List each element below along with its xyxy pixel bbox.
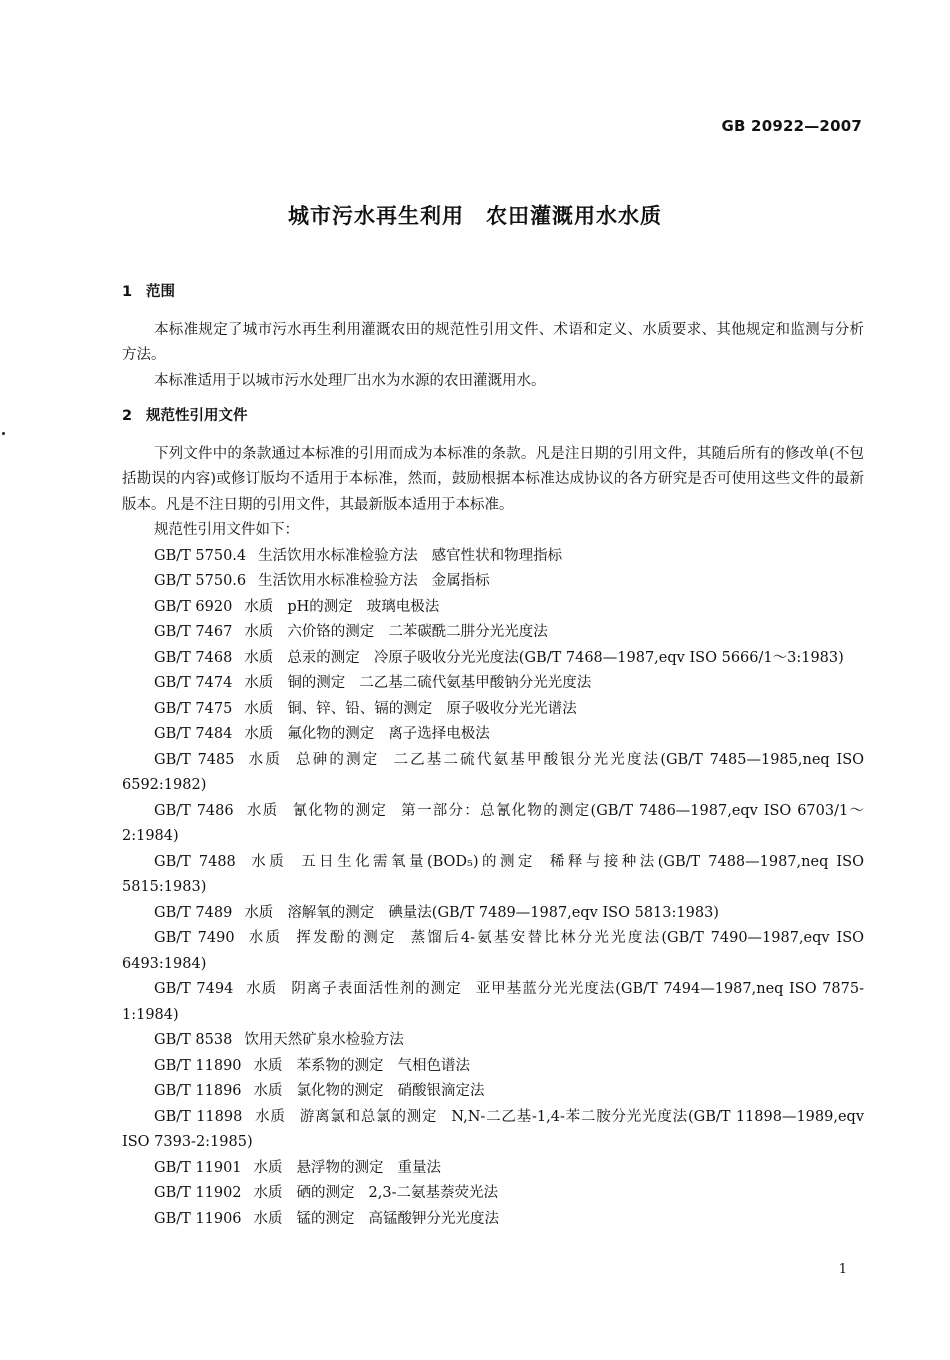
reference-part: 玻璃电极法 bbox=[366, 598, 440, 615]
reference-code: GB/T 8538 bbox=[154, 1032, 233, 1048]
page-number: 1 bbox=[838, 1262, 847, 1277]
reference-part: pH的测定 bbox=[287, 598, 353, 615]
reference-part: 硒的测定 bbox=[296, 1185, 355, 1201]
margin-mark bbox=[2, 432, 5, 435]
reference-code: GB/T 7489 bbox=[154, 904, 233, 921]
reference-part: 二乙基二硫代氨基甲酸钠分光光度法 bbox=[359, 675, 592, 691]
section-heading-normative-references bbox=[122, 404, 864, 430]
reference-part: 氯化物的测定 bbox=[296, 1083, 384, 1099]
reference-part: 碘量法(GB/T 7489—1987,eqv ISO 5813:1983) bbox=[388, 904, 719, 921]
reference-part: 氰化物的测定 bbox=[292, 802, 388, 819]
references-intro-paragraph: 下列文件中的条款通过本标准的引用而成为本标准的条款。凡是注日期的引用文件，其随后所有的修改单(不包括勘误的内容)或修订版均不适用于本标准，然而，鼓励根据本标准达成协议的各方研究是否可使用这些文件的最新版本。凡是不注日期的引用文件，其最新版本适用于本标准。 bbox=[122, 445, 864, 513]
reference-part: 水质 bbox=[253, 1083, 283, 1099]
reference-item bbox=[122, 901, 864, 927]
scope-paragraph: 本标准规定了城市污水再生利用灌溉农田的规范性引用文件、术语和定义、水质要求、其他规定和监测与分析方法。 bbox=[122, 321, 864, 363]
reference-part: 水质 bbox=[253, 1210, 283, 1227]
reference-part: 二苯碳酰二肼分光光度法 bbox=[388, 624, 548, 640]
reference-part: 硝酸银滴定法 bbox=[397, 1083, 485, 1099]
section-title: 范围 bbox=[146, 284, 175, 300]
reference-code: GB/T 7490 bbox=[154, 930, 235, 946]
reference-part: 生活饮用水标准检验方法 bbox=[258, 547, 418, 564]
reference-part: 水质 bbox=[254, 1108, 286, 1125]
reference-item bbox=[122, 620, 864, 646]
reference-part: 水质 bbox=[253, 1159, 283, 1176]
scope-paragraph: 本标准适用于以城市污水处理厂出水为水源的农田灌溉用水。 bbox=[154, 372, 546, 389]
reference-part: 悬浮物的测定 bbox=[296, 1159, 384, 1176]
reference-item bbox=[122, 671, 864, 697]
reference-code: GB/T 11896 bbox=[154, 1083, 242, 1099]
section-number: 1 bbox=[122, 284, 133, 300]
reference-code: GB/T 6920 bbox=[154, 598, 233, 615]
reference-part: 六价铬的测定 bbox=[287, 624, 375, 640]
reference-part: 锰的测定 bbox=[296, 1210, 355, 1227]
reference-part: 水质 bbox=[244, 904, 274, 921]
reference-item bbox=[122, 1079, 864, 1105]
reference-part: 水质 bbox=[246, 930, 283, 946]
reference-part: 金属指标 bbox=[431, 573, 490, 589]
standard-code: GB 20922—2007 bbox=[721, 117, 862, 135]
reference-part: 饮用天然矿泉水检验方法 bbox=[244, 1032, 404, 1048]
reference-code: GB/T 11901 bbox=[154, 1159, 242, 1176]
document-title: 城市污水再生利用 农田灌溉用水水质 bbox=[288, 204, 662, 228]
reference-part: 生活饮用水标准检验方法 bbox=[258, 573, 418, 589]
reference-code: GB/T 11890 bbox=[154, 1057, 242, 1074]
reference-part: 水质 bbox=[245, 981, 278, 997]
reference-item bbox=[122, 544, 864, 570]
reference-code: GB/T 7474 bbox=[154, 675, 233, 691]
reference-part: 水质 bbox=[245, 802, 279, 819]
reference-part: 稀释与接种法(GB/T 7488—1987,neq ISO 5815:1983) bbox=[122, 853, 864, 895]
reference-part: 重量法 bbox=[397, 1159, 442, 1176]
reference-part: 阴离子表面活性剂的测定 bbox=[291, 981, 462, 997]
reference-item bbox=[122, 722, 864, 748]
document-body bbox=[122, 280, 864, 1232]
reference-part: N,N-二乙基-1,4-苯二胺分光光度法(GB/T 11898—1989,eqv ISO 7393-2:1985) bbox=[122, 1108, 865, 1150]
reference-part: 亚甲基蓝分光光度法(GB/T 7494—1987,neq ISO 7875-1:1984) bbox=[122, 981, 865, 1023]
reference-code: GB/T 11902 bbox=[154, 1185, 242, 1201]
reference-part: 感官性状和物理指标 bbox=[431, 547, 563, 564]
reference-code: GB/T 5750.6 bbox=[154, 573, 247, 589]
reference-item bbox=[122, 595, 864, 621]
reference-part: 总汞的测定 bbox=[287, 649, 360, 666]
reference-part: 第一部分：总氰化物的测定(GB/T 7486—1987,eqv ISO 6703/1～2:1984) bbox=[122, 802, 865, 844]
reference-code: GB/T 7467 bbox=[154, 624, 233, 640]
reference-part: 铜的测定 bbox=[287, 675, 346, 691]
reference-part: 水质 bbox=[247, 853, 288, 870]
reference-item bbox=[122, 1207, 864, 1233]
reference-item bbox=[122, 1105, 864, 1156]
reference-item bbox=[122, 1054, 864, 1080]
reference-part: 苯系物的测定 bbox=[296, 1057, 384, 1074]
reference-part: 2,3-二氨基萘荧光法 bbox=[368, 1185, 498, 1201]
reference-item bbox=[122, 646, 864, 672]
reference-part: 二乙基二硫代氨基甲酸银分光光度法(GB/T 7485—1985,neq ISO 6592:1982) bbox=[122, 751, 865, 793]
section-heading-scope bbox=[122, 280, 864, 306]
reference-part: 水质 bbox=[244, 700, 274, 717]
reference-code: GB/T 7488 bbox=[154, 853, 236, 870]
reference-part: 溶解氧的测定 bbox=[287, 904, 375, 921]
reference-item bbox=[122, 977, 864, 1028]
reference-code: GB/T 11906 bbox=[154, 1210, 242, 1227]
reference-part: 离子选择电极法 bbox=[388, 726, 490, 742]
reference-part: 蒸馏后4-氨基安替比林分光光度法(GB/T 7490—1987,eqv ISO 6493:1984) bbox=[122, 930, 865, 972]
reference-item bbox=[122, 926, 864, 977]
reference-code: GB/T 7484 bbox=[154, 726, 233, 742]
reference-code: GB/T 11898 bbox=[154, 1108, 243, 1125]
reference-list bbox=[122, 544, 864, 1233]
reference-part: 五日生化需氧量(BOD₅)的测定 bbox=[301, 853, 536, 870]
reference-item bbox=[122, 697, 864, 723]
reference-item bbox=[122, 1181, 864, 1207]
reference-part: 挥发酚的测定 bbox=[296, 930, 397, 946]
reference-part: 氟化物的测定 bbox=[287, 726, 375, 742]
reference-part: 水质 bbox=[244, 598, 274, 615]
reference-item bbox=[122, 850, 864, 901]
reference-item bbox=[122, 1028, 864, 1054]
reference-part: 游离氯和总氯的测定 bbox=[299, 1108, 438, 1125]
reference-code: GB/T 7485 bbox=[154, 751, 235, 768]
reference-code: GB/T 7468 bbox=[154, 649, 233, 666]
reference-part: 水质 bbox=[244, 675, 274, 691]
reference-part: 水质 bbox=[253, 1057, 283, 1074]
reference-code: GB/T 7475 bbox=[154, 700, 233, 717]
reference-part: 气相色谱法 bbox=[397, 1057, 471, 1074]
reference-part: 水质 bbox=[244, 726, 274, 742]
reference-item bbox=[122, 569, 864, 595]
reference-item bbox=[122, 748, 864, 799]
reference-code: GB/T 7494 bbox=[154, 981, 234, 997]
section-title: 规范性引用文件 bbox=[146, 408, 248, 424]
reference-item bbox=[122, 799, 864, 850]
section-number: 2 bbox=[122, 408, 133, 424]
reference-part: 水质 bbox=[246, 751, 283, 768]
reference-part: 原子吸收分光光谱法 bbox=[446, 700, 577, 717]
reference-part: 水质 bbox=[244, 624, 274, 640]
reference-part: 铜、锌、铅、镉的测定 bbox=[287, 700, 433, 717]
reference-code: GB/T 7486 bbox=[154, 802, 234, 819]
reference-part: 高锰酸钾分光光度法 bbox=[368, 1210, 500, 1227]
reference-part: 水质 bbox=[253, 1185, 283, 1201]
reference-part: 水质 bbox=[244, 649, 274, 666]
reference-part: 冷原子吸收分光光度法(GB/T 7468—1987,eqv ISO 5666/1～3:1983) bbox=[373, 649, 844, 666]
reference-item bbox=[122, 1156, 864, 1182]
reference-code: GB/T 5750.4 bbox=[154, 547, 247, 564]
reference-part: 总砷的测定 bbox=[296, 751, 380, 768]
references-list-lead: 规范性引用文件如下： bbox=[154, 522, 299, 538]
